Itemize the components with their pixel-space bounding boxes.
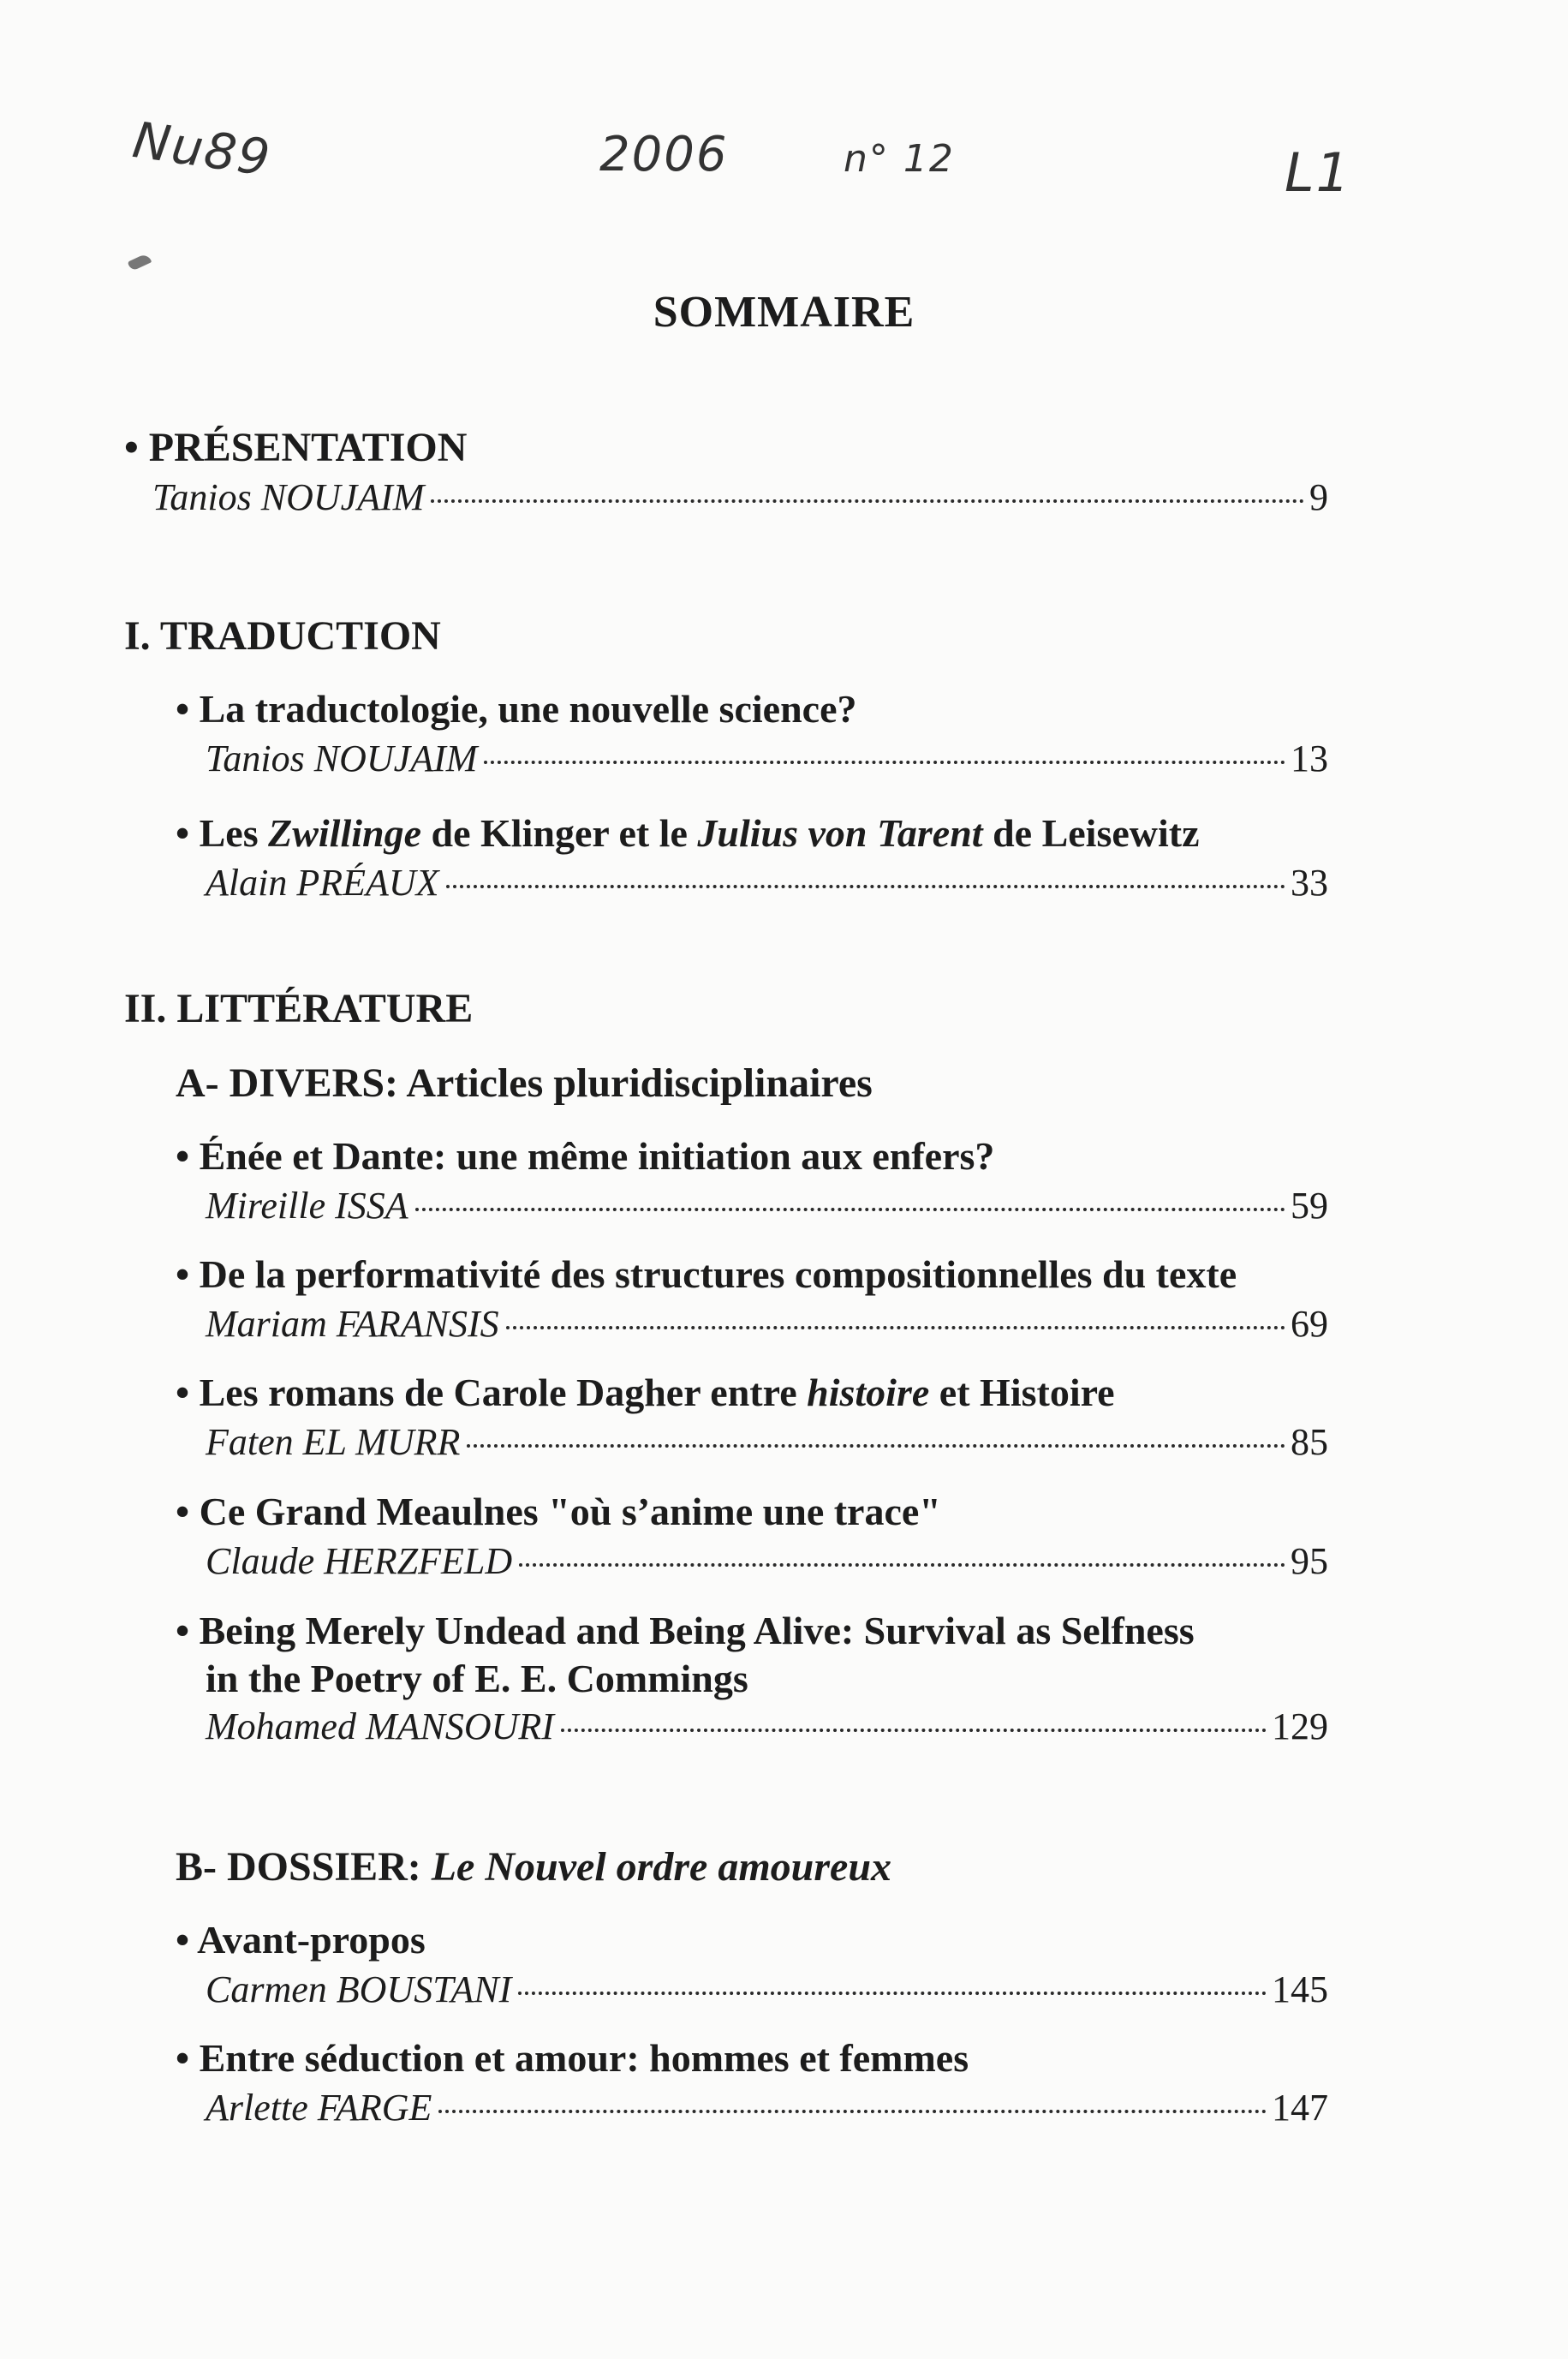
toc-entry-divers-4[interactable] — [206, 1539, 1328, 1583]
handwritten-note-issue: n° 12 — [844, 137, 955, 181]
toc-entry-title: • Entre séduction et amour: hommes et femmes — [176, 2036, 969, 2080]
entry-author: Tanios NOUJAIM — [206, 738, 478, 779]
leader-dots — [438, 2110, 1267, 2113]
toc-entry-traduction-1[interactable] — [206, 737, 1328, 780]
entry-page: 145 — [1272, 1968, 1328, 2010]
entry-author: Mariam FARANSIS — [206, 1303, 499, 1345]
subsection-divers: A- DIVERS: Articles pluridisciplinaires — [176, 1060, 873, 1106]
entry-author: Mireille ISSA — [206, 1185, 408, 1227]
entry-page: 33 — [1291, 862, 1328, 904]
toc-entry-dossier-1[interactable] — [206, 1968, 1328, 2011]
entry-author: Faten EL MURR — [206, 1421, 461, 1463]
entry-page: 9 — [1309, 476, 1328, 518]
leader-dots — [431, 499, 1304, 503]
leader-dots — [518, 1992, 1267, 1995]
entry-author: Carmen BOUSTANI — [206, 1968, 512, 2010]
entry-author: Claude HERZFELD — [206, 1540, 513, 1582]
toc-entry-title: • Being Merely Undead and Being Alive: Survival as Selfness in the Poetry of E. E. Commings — [176, 1609, 1195, 1700]
leader-dots — [446, 885, 1286, 888]
entry-author: Arlette FARGE — [206, 2087, 432, 2129]
toc-entry-divers-5[interactable] — [206, 1705, 1328, 1748]
entry-page: 95 — [1291, 1540, 1328, 1582]
entry-page: 59 — [1291, 1185, 1328, 1227]
entry-author: Mohamed MANSOURI — [206, 1705, 554, 1747]
leader-dots — [484, 761, 1285, 764]
leader-dots — [561, 1729, 1267, 1732]
entry-page: 147 — [1272, 2087, 1328, 2129]
toc-entry-title: • Ce Grand Meaulnes "où s’anime une trace" — [176, 1490, 941, 1533]
entry-page: 129 — [1272, 1705, 1328, 1747]
subsection-dossier: B- DOSSIER: Le Nouvel ordre amoureux — [176, 1844, 892, 1890]
toc-entry-presentation[interactable] — [152, 475, 1328, 519]
toc-entry-divers-3[interactable] — [206, 1420, 1328, 1464]
ink-speck — [128, 253, 152, 272]
toc-entry-title: • Avant-propos — [176, 1918, 426, 1962]
section-litterature: II. LITTÉRATURE — [124, 986, 474, 1031]
page-title: SOMMAIRE — [653, 288, 915, 337]
leader-dots — [506, 1326, 1285, 1329]
toc-entry-title: • Les Zwillinge de Klinger et le Julius von Tarent de Leisewitz — [176, 811, 1200, 855]
entry-page: 85 — [1291, 1421, 1328, 1463]
leader-dots — [519, 1563, 1285, 1567]
toc-entry-traduction-2[interactable] — [206, 861, 1328, 905]
toc-entry-dossier-2[interactable] — [206, 2086, 1328, 2129]
toc-entry-title: • La traductologie, une nouvelle science? — [176, 687, 857, 731]
entry-page: 69 — [1291, 1303, 1328, 1345]
toc-entry-title: • Énée et Dante: une même initiation aux enfers? — [176, 1134, 995, 1178]
entry-page: 13 — [1291, 738, 1328, 779]
handwritten-note-volume: L1 — [1285, 141, 1351, 204]
handwritten-note-catalog: Nu89 — [129, 110, 275, 188]
leader-dots — [415, 1208, 1285, 1211]
toc-entry-divers-2[interactable] — [206, 1302, 1328, 1346]
toc-entry-title: • De la performativité des structures compositionnelles du texte — [176, 1252, 1237, 1296]
handwritten-note-year: 2006 — [599, 127, 729, 182]
section-presentation: • PRÉSENTATION — [124, 425, 468, 470]
toc-entry-divers-1[interactable] — [206, 1184, 1328, 1227]
entry-author: Tanios NOUJAIM — [152, 476, 425, 518]
toc-entry-title: • Les romans de Carole Dagher entre histoire et Histoire — [176, 1371, 1115, 1414]
entry-author: Alain PRÉAUX — [206, 862, 439, 904]
section-traduction: I. TRADUCTION — [124, 613, 441, 659]
leader-dots — [467, 1444, 1285, 1448]
